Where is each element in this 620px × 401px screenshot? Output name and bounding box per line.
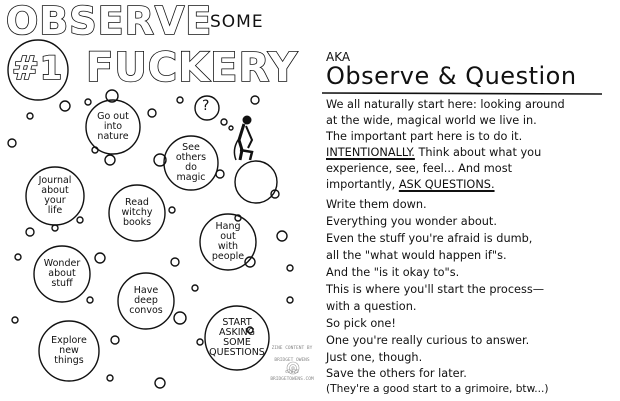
body-line-5: experience, see, feel... And most: [326, 162, 513, 175]
right-page: [310, 0, 620, 401]
bubble-hang-out-with-people: Hang out with people: [211, 221, 245, 262]
body-line-18: (They're a good start to a grimoire, btw...): [326, 383, 549, 395]
body-line-16: Just one, though.: [326, 351, 423, 364]
body-line-13: with a question.: [326, 300, 417, 313]
body-line-6: [326, 178, 495, 191]
body-line-4-rest: Think about what you: [418, 146, 542, 159]
watermark-line-1: ZINE CONTENT BY: [271, 346, 313, 351]
bubble-wonder-about-stuff: Wonder about stuff: [43, 258, 81, 289]
bubble-explore-new-things: Explore new things: [51, 335, 87, 366]
aka-label: AKA: [326, 50, 351, 64]
body-line-1: We all naturally start here: looking around: [326, 98, 565, 111]
body-line-14: So pick one!: [326, 317, 396, 330]
bubble-read-witchy-books: Read witchy books: [121, 197, 153, 228]
body-line-4: [326, 146, 541, 159]
thought-question-mark: ?: [202, 98, 210, 114]
page-heading: Observe & Question: [326, 62, 577, 90]
bubble-see-others-do-magic: See others do magic: [175, 142, 207, 183]
title-observe: OBSERVE: [6, 0, 213, 43]
body-line-3: The important part here is to do it.: [326, 130, 523, 143]
body-line-9: Even the stuff you're afraid is dumb,: [326, 232, 533, 245]
bubble-have-deep-convos: Have deep convos: [129, 285, 163, 316]
bubble-start-asking-questions: START ASKING SOME QUESTIONS: [209, 317, 265, 358]
emphasis-ask-questions: ASK QUESTIONS.: [398, 178, 495, 191]
body-line-8: Everything you wonder about.: [326, 215, 497, 228]
thinking-figure-icon: [234, 116, 277, 204]
bubble-journal-about-your-life: Journal about your life: [38, 175, 72, 216]
body-line-11: And the "is it okay to"s.: [326, 266, 460, 279]
watermark-line-2: BRIDGET OWENS: [274, 358, 310, 363]
title-fuckery: FUCKERY: [86, 45, 299, 91]
body-line-17: Save the others for later.: [326, 367, 467, 380]
body-line-15: One you're really curious to answer.: [326, 334, 530, 347]
title-number: #1: [12, 49, 64, 87]
bubble-go-out-into-nature: Go out into nature: [97, 111, 129, 142]
watermark-line-3: ©2025: [285, 370, 299, 375]
watermark-url: BRIDGETOWENS.COM: [270, 377, 314, 382]
body-line-12: This is where you'll start the process—: [326, 283, 545, 296]
body-line-7: Write them down.: [326, 198, 427, 211]
title-some: SOME: [210, 12, 264, 32]
body-line-2: at the wide, magical world we live in.: [326, 114, 537, 127]
body-line-6-start: importantly,: [326, 178, 396, 191]
body-line-10: all the "what would happen if"s.: [326, 249, 507, 262]
emphasis-intentionally: INTENTIONALLY.: [326, 146, 415, 159]
